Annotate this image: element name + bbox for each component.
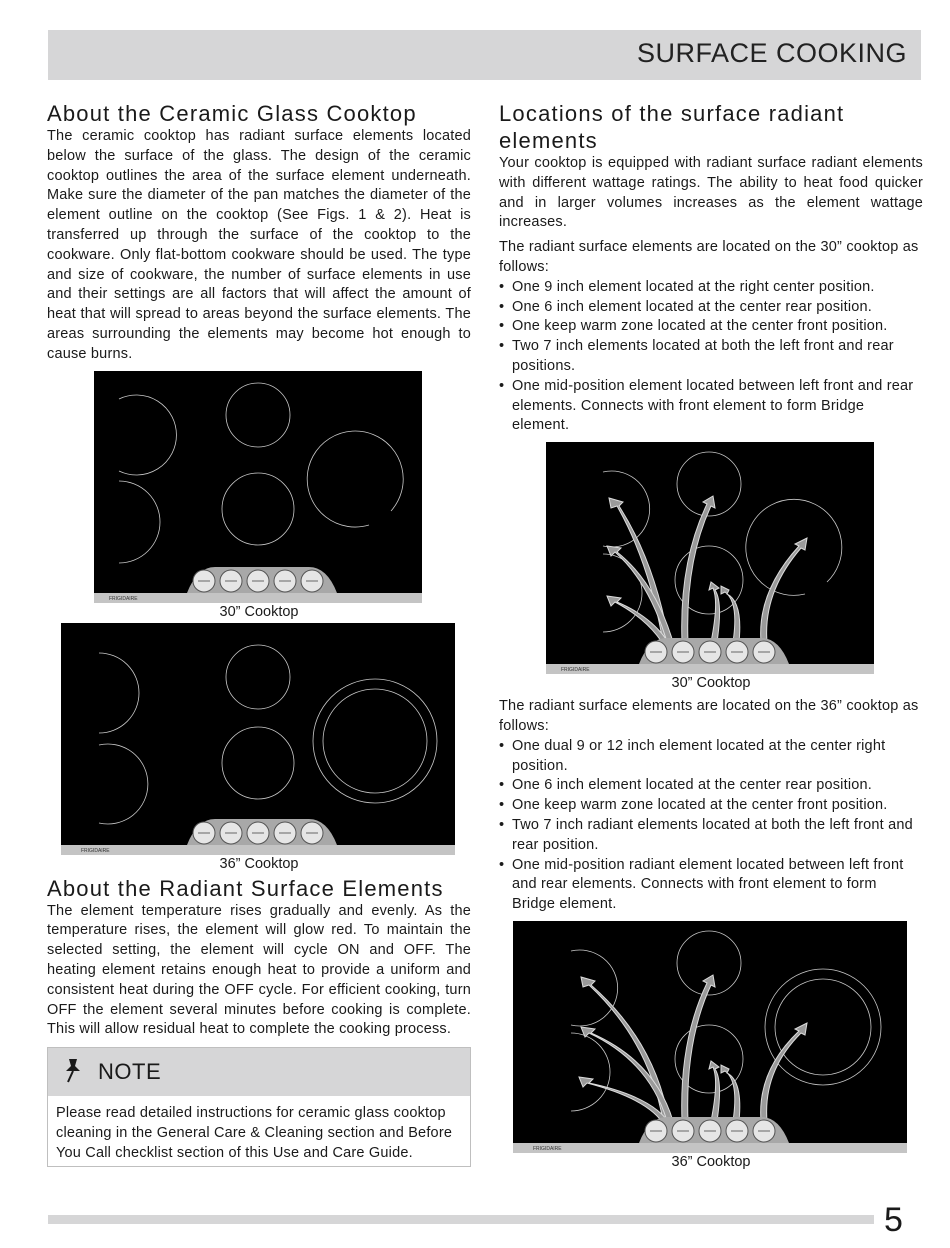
list-item: • One 6 inch element located at the center rear position. — [499, 776, 923, 796]
list-item: • One mid-position radiant element located between left front and rear elements. Connects with front element to form Bridge element. — [499, 856, 923, 915]
about-radiant-text: The element temperature rises gradually and evenly. As the temperature rises, the element will glow red. To maintain the selected setting, the element will cycle ON and OFF. The heating element retains enough heat to provide a uniform and consistent heat during the OFF cycle. For efficient cooking, turn OFF the element several minutes before cooking is complete. This will allow residual heat to complete the cooking process. — [47, 902, 471, 1038]
header-bar — [48, 30, 921, 80]
brand-label: FRIGIDAIRE — [109, 595, 138, 602]
note-header — [48, 1048, 470, 1096]
list-item: • One 9 inch element located at the right center position. — [499, 278, 923, 298]
figure-30-cooktop — [47, 371, 471, 603]
before-you-call-link[interactable]: Before You Call — [56, 1125, 453, 1162]
list-item: • Two 7 inch radiant elements located at both the left front and rear position. — [499, 816, 923, 856]
left-column — [47, 100, 471, 1167]
note-body — [48, 1096, 470, 1166]
about-ceramic-heading: About the Ceramic Glass Cooktop — [47, 101, 417, 126]
list-item: • One mid-position element located between left front and rear elements. Connects with front element to form Bridge element. — [499, 377, 923, 436]
locations-heading: Locations of the surface radiant elements — [499, 101, 845, 153]
thirty-element-list — [499, 278, 923, 436]
brand-label: FRIGIDAIRE — [533, 1145, 562, 1152]
cooktop-30-arrows-illustration — [499, 442, 923, 674]
note-text-part-2: section and — [323, 1125, 409, 1142]
thirtysix-element-list — [499, 737, 923, 915]
list-item: • One 6 inch element located at the center rear position. — [499, 298, 923, 318]
cooktop-30-illustration — [47, 371, 471, 603]
figure-36-caption: 36” Cooktop — [219, 855, 299, 872]
locations-intro: Your cooktop is equipped with radiant surface radiant elements with different wattage ratings. The ability to heat food quicker and in larger volumes increases as the element wattage increases. — [499, 155, 923, 231]
brand-label: FRIGIDAIRE — [81, 847, 110, 854]
figure-30-arrows-caption: 30” Cooktop — [671, 675, 751, 692]
note-text-part-1: Please read detailed instructions for ceramic glass cooktop cleaning in the — [56, 1105, 446, 1142]
thirtysix-intro: The radiant surface elements are located on the 36” cooktop as follows: — [499, 698, 919, 734]
general-care-link[interactable]: General Care & Cleaning — [156, 1125, 324, 1142]
footer-bar — [48, 1215, 874, 1224]
list-item: • One keep warm zone located at the center front position. — [499, 796, 923, 816]
right-column — [499, 100, 923, 1171]
about-ceramic-text: The ceramic cooktop has radiant surface elements located below the surface of the glass. The design of the ceramic cooktop outlines the area of the surface element underneath. Make sure the diameter of the pan matches the diameter of the element outline on the cooktop (See Figs. 1 & 2). Heat is transferred up through the surface of the cooktop to the cookware. Only flat-bottom cookware should be used. The type and size of cookware, the number of surface elements in use and their settings are all factors that will affect the amount of heat that will spread to areas beyond the surface elements. The areas surrounding the elements may become hot enough to cause burns. — [47, 128, 471, 362]
figure-30-cooktop-arrows — [499, 442, 923, 674]
about-radiant-heading: About the Radiant Surface Elements — [47, 875, 444, 901]
pushpin-icon — [62, 1057, 84, 1088]
brand-label: FRIGIDAIRE — [561, 667, 590, 674]
thirty-intro: The radiant surface elements are located on the 30” cooktop as follows: — [499, 239, 919, 275]
figure-36-arrows-caption: 36” Cooktop — [671, 1153, 751, 1170]
figure-30-caption: 30” Cooktop — [219, 603, 299, 620]
page-number: 5 — [884, 1201, 903, 1239]
list-item: • Two 7 inch elements located at both the left front and rear positions. — [499, 337, 923, 377]
cooktop-36-arrows-illustration — [499, 921, 923, 1153]
figure-36-cooktop-arrows — [499, 921, 923, 1153]
note-text-part-3: checklist section of this Use and Care Guide. — [111, 1145, 413, 1162]
section-title: SURFACE COOKING — [636, 38, 907, 68]
cooktop-36-illustration — [47, 623, 471, 855]
note-box — [47, 1047, 471, 1167]
figure-36-cooktop — [47, 623, 471, 855]
list-item: • One dual 9 or 12 inch element located at the center right position. — [499, 737, 923, 777]
note-title: NOTE — [98, 1059, 162, 1085]
list-item: • One keep warm zone located at the center front position. — [499, 317, 923, 337]
